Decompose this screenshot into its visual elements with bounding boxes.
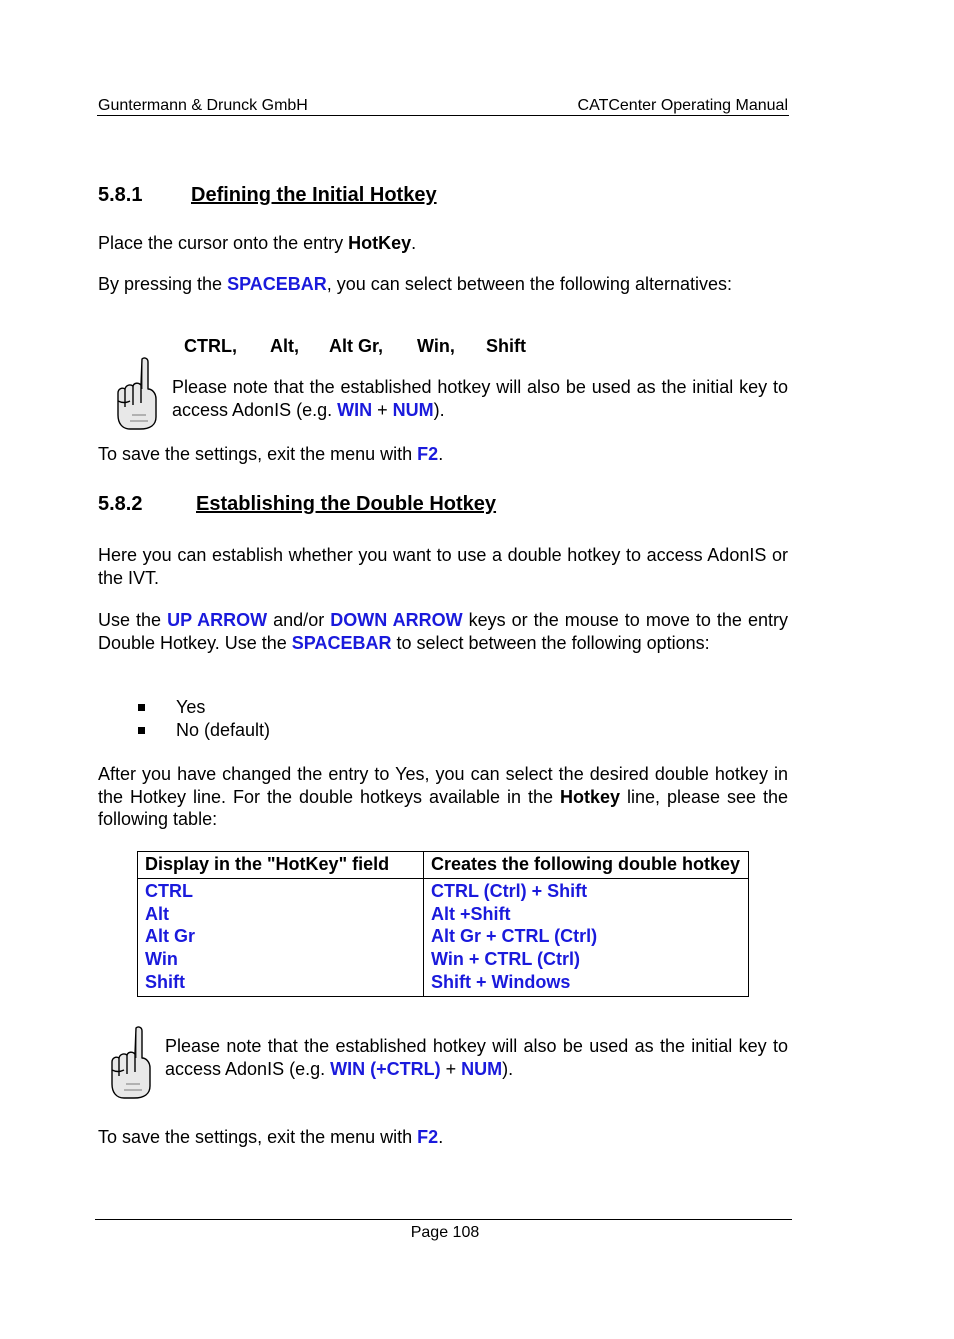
key-up-arrow: UP ARROW xyxy=(167,610,268,630)
text: ). xyxy=(433,399,445,420)
key-spacebar: SPACEBAR xyxy=(291,632,392,653)
table-header-cell xyxy=(424,852,749,879)
text: Please note that the established hotkey will also be used as the initial key to access AdonIS (e.g. xyxy=(165,1036,788,1079)
hotkey-alternatives xyxy=(184,336,526,357)
key-option: Alt Gr, xyxy=(329,336,384,356)
text: Please note that the established hotkey will also be used as the initial key to access AdonIS (e.g. xyxy=(172,377,788,420)
text: + xyxy=(440,1058,462,1079)
cell-value: Alt +Shift xyxy=(431,903,511,924)
table-cell xyxy=(138,878,424,996)
paragraph: Here you can establish whether you want to use a double hotkey to access AdonIS or the IVT. xyxy=(98,545,788,588)
table-row xyxy=(138,878,749,996)
note-text xyxy=(165,1035,788,1080)
table-header-cell: Display in the "HotKey" field xyxy=(138,852,424,879)
list-item-label: Yes xyxy=(176,697,206,717)
text: + xyxy=(372,399,393,420)
table-header-text: Creates the following double hotkey xyxy=(431,854,741,874)
section-number: 5.8.2 xyxy=(98,493,143,515)
paragraph xyxy=(98,232,788,255)
text: Use the xyxy=(98,610,168,630)
term-hotkey: Hotkey xyxy=(559,786,620,807)
text: . xyxy=(438,1127,444,1147)
text: After you have changed the entry to Yes, you can select the desired double hotkey in the Hotkey line. For the double hotkeys available in the xyxy=(98,764,788,807)
text: . xyxy=(438,444,444,464)
key-num: NUM xyxy=(392,399,434,420)
pointing-hand-icon xyxy=(106,1024,154,1102)
text: keys or the mouse to move to the entry Double Hotkey. Use the xyxy=(98,610,788,653)
footer-rule xyxy=(95,1219,792,1220)
key-option: Shift xyxy=(486,336,526,356)
key-spacebar: SPACEBAR xyxy=(227,274,327,294)
text: To save the settings, exit the menu with xyxy=(98,444,418,464)
section-heading-5-8-2 xyxy=(98,493,788,519)
text: line, please see the following table: xyxy=(98,786,788,829)
key-option: CTRL, xyxy=(184,336,237,356)
text: To save the settings, exit the menu with xyxy=(98,1127,418,1147)
key-option: Alt, xyxy=(270,336,299,356)
section-number: 5.8.1 xyxy=(98,184,143,206)
text: and/or xyxy=(267,610,331,630)
section-title: Establishing the Double Hotkey xyxy=(196,493,497,515)
cell-value: CTRL (Ctrl) + Shift xyxy=(431,880,588,901)
table-cell xyxy=(424,878,749,996)
cell-value: CTRL xyxy=(145,880,193,901)
pointing-hand-icon xyxy=(112,355,160,433)
paragraph xyxy=(98,443,788,466)
key-f2: F2 xyxy=(417,1127,439,1147)
header-rule xyxy=(97,115,789,116)
cell-value: Alt xyxy=(145,903,169,924)
cell-value: Alt Gr xyxy=(145,926,196,947)
text: . xyxy=(411,233,417,253)
paragraph xyxy=(98,1126,788,1149)
bullet-icon xyxy=(138,727,145,734)
cell-value: Shift xyxy=(145,971,185,992)
key-win-ctrl: WIN (+CTRL) xyxy=(330,1058,441,1079)
text: , you can select between the following alternatives: xyxy=(326,274,733,294)
cell-value: Shift + Windows xyxy=(431,971,571,992)
paragraph xyxy=(98,609,788,654)
key-win: WIN xyxy=(337,399,373,420)
term-hotkey: HotKey xyxy=(348,233,412,253)
paragraph xyxy=(98,273,788,296)
text: ). xyxy=(502,1058,514,1079)
cell-value: Alt Gr + CTRL (Ctrl) xyxy=(431,926,598,947)
page-number: Page 108 xyxy=(410,1224,480,1241)
table-header-row xyxy=(138,852,749,879)
header-company: Guntermann & Drunck GmbH xyxy=(98,97,308,114)
key-option: Win, xyxy=(417,336,455,356)
section-title: Defining the Initial Hotkey xyxy=(191,184,437,206)
key-num: NUM xyxy=(461,1058,503,1079)
note-text xyxy=(172,376,788,421)
paragraph xyxy=(98,763,788,831)
list-item-label: No (default) xyxy=(176,720,271,740)
text: to select between the following options: xyxy=(391,632,710,653)
text: By pressing the xyxy=(98,274,228,294)
section-heading-5-8-1 xyxy=(98,184,788,210)
bullet-icon xyxy=(138,704,145,711)
text: Place the cursor onto the entry xyxy=(98,233,349,253)
header-manual-title: CATCenter Operating Manual xyxy=(577,97,788,114)
cell-value: Win xyxy=(145,949,178,970)
double-hotkey-table xyxy=(137,851,749,997)
cell-value: Win + CTRL (Ctrl) xyxy=(431,949,580,970)
key-f2: F2 xyxy=(417,444,439,464)
key-down-arrow: DOWN ARROW xyxy=(330,610,463,630)
